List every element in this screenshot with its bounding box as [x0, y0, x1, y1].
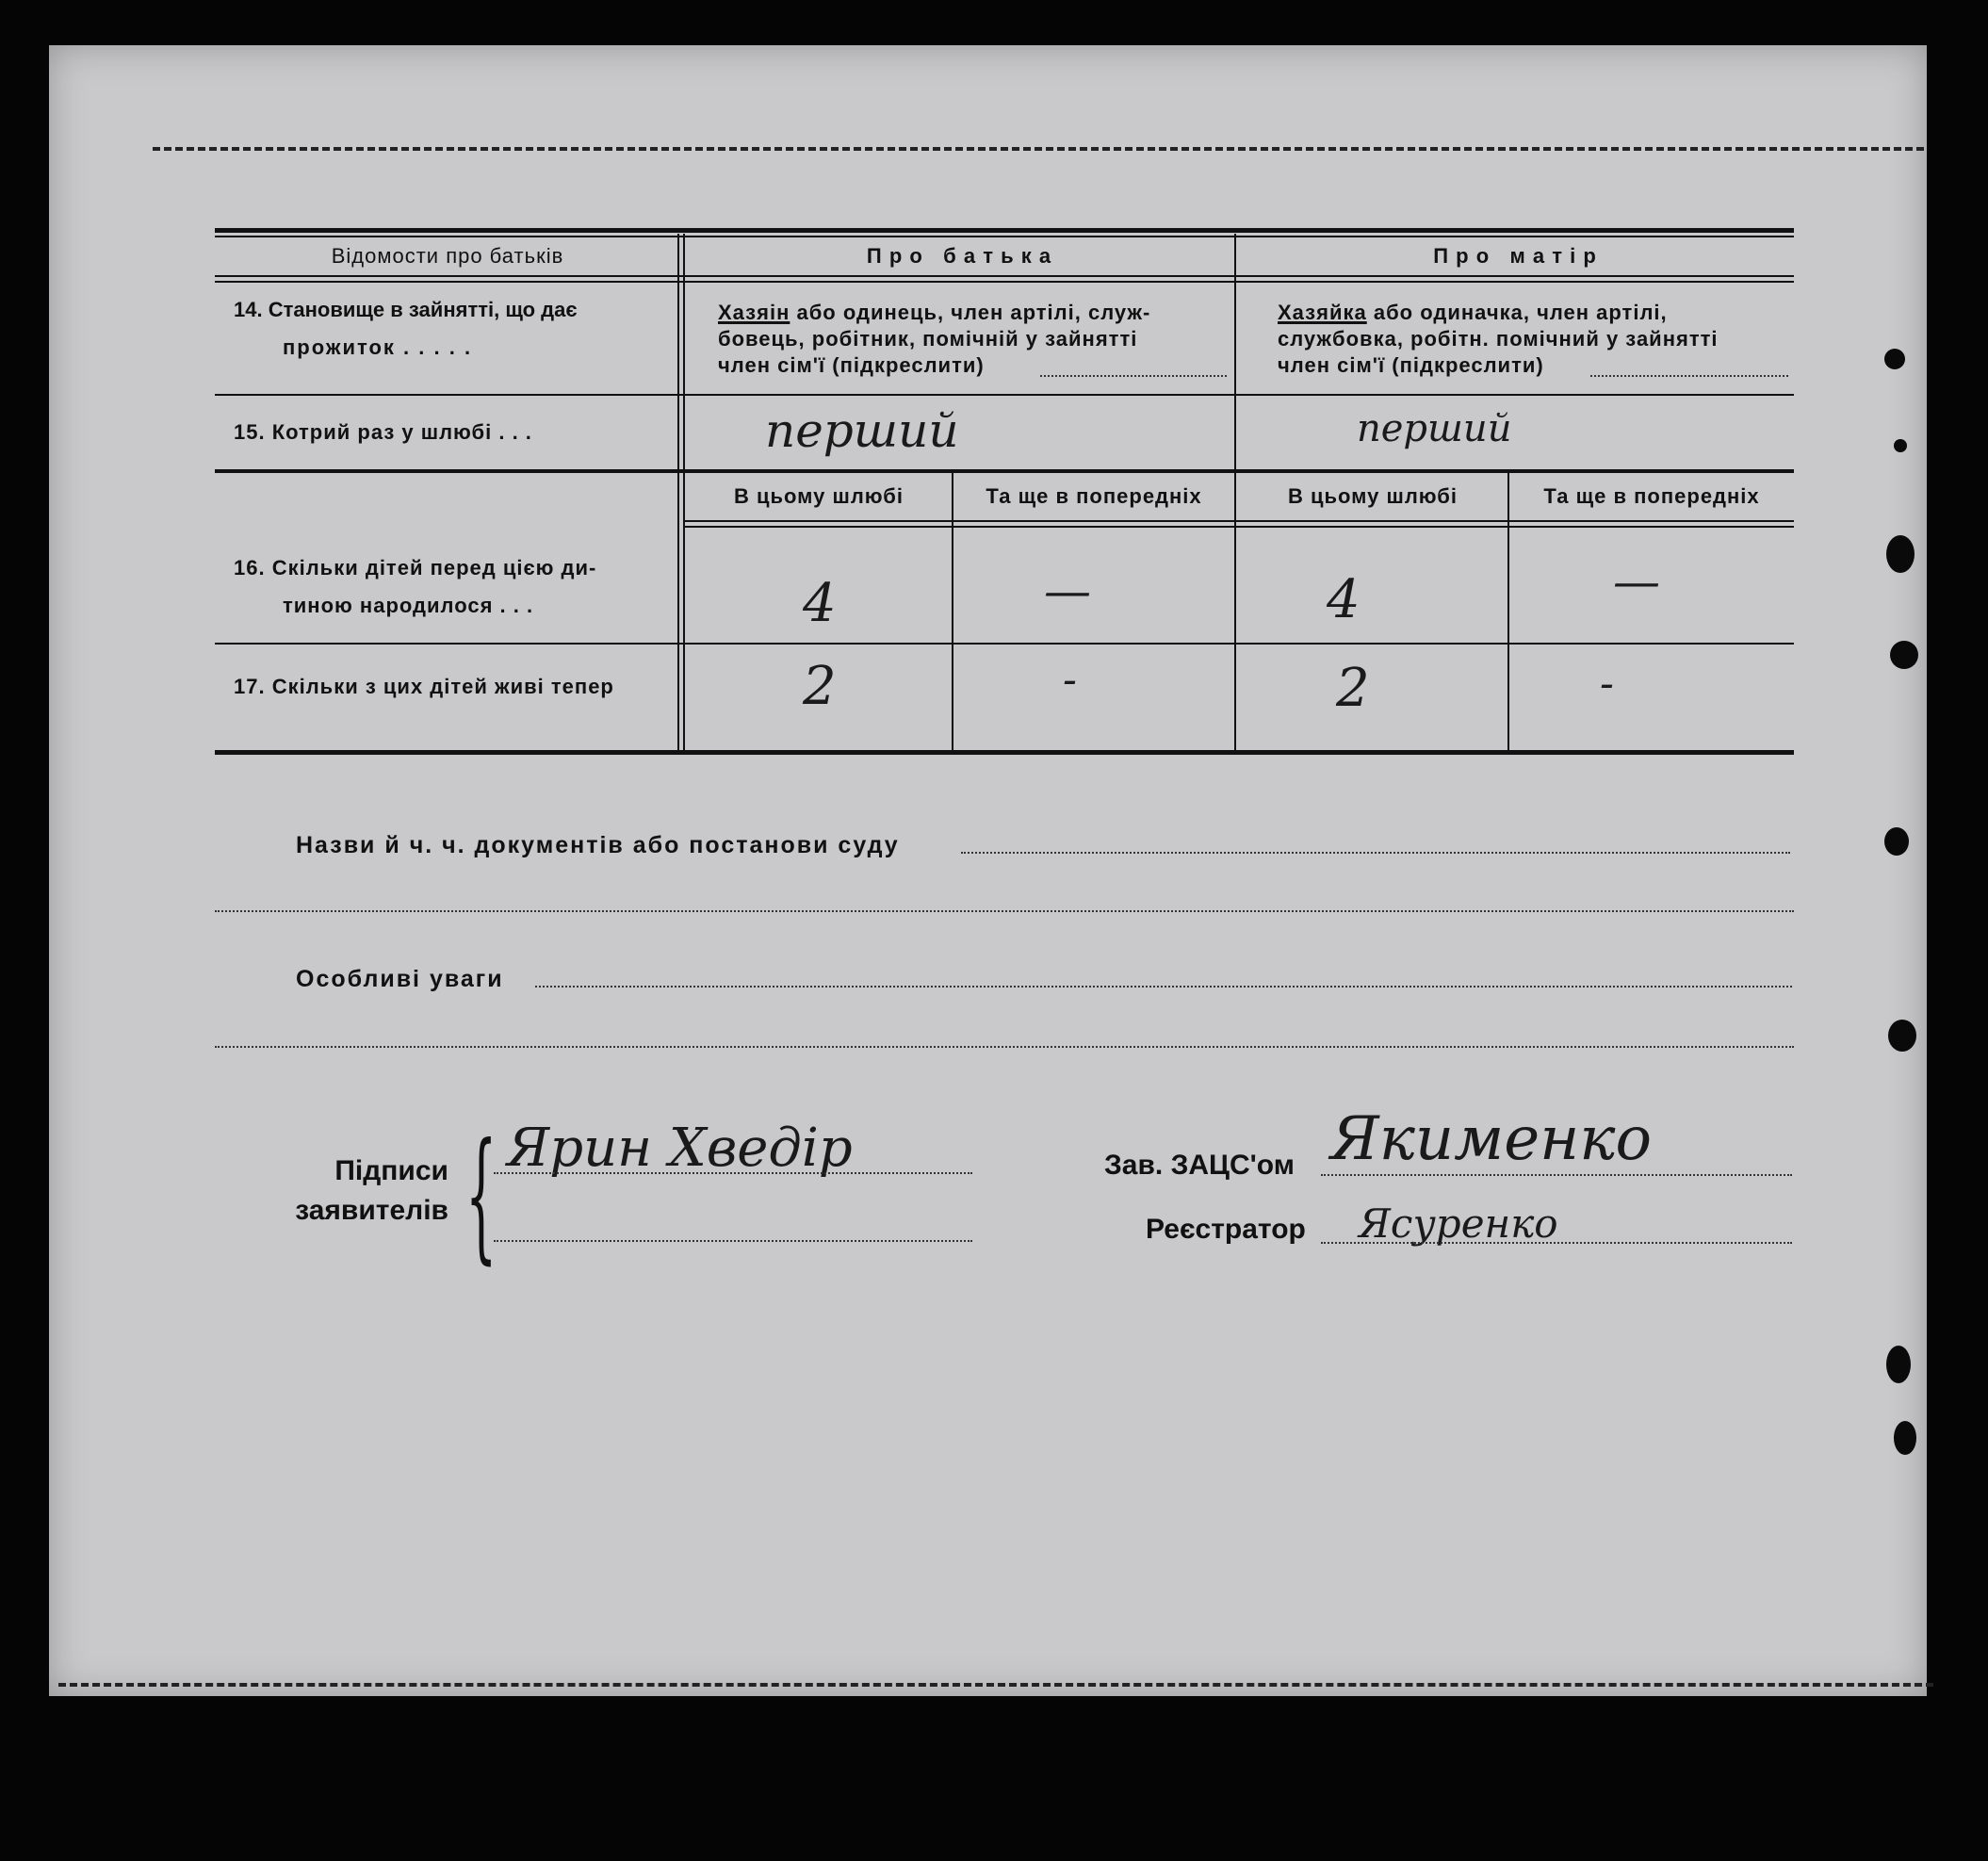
binding-hole [1888, 1020, 1916, 1052]
binding-hole [1884, 827, 1909, 856]
remarks-dotted-1 [535, 986, 1792, 988]
row14-mother-dotted [1590, 375, 1788, 377]
row14-label-line1: 14. Становище в зайнятті, що дає [234, 298, 578, 321]
binding-hole [1886, 535, 1915, 573]
documents-dotted-1 [961, 852, 1790, 854]
documents-label: Назви й ч. ч. документів або постанови суду [296, 832, 900, 858]
subheader-mother-previous: Та ще в попередніх [1543, 484, 1760, 508]
row16-label-line1: 16. Скільки дітей перед цією ди- [234, 556, 597, 580]
row14-father-line2: бовець, робітник, помічній у зайнятті [718, 327, 1138, 351]
mother-occupation-underlined: Хазяйка [1278, 301, 1367, 324]
row14-mother-line1 [1278, 300, 1786, 326]
col-divider-1a [677, 234, 679, 754]
row17-father-this: 2 [803, 656, 837, 717]
binding-hole [1894, 439, 1907, 452]
subheader-father-previous: Та ще в попередніх [986, 484, 1202, 508]
registrar-sign-dotted [1321, 1242, 1792, 1244]
row17-mother-prev: - [1600, 660, 1614, 708]
row16-father-prev: — [1044, 563, 1091, 618]
col-divider-2 [1234, 234, 1236, 754]
header-separator [215, 275, 1794, 277]
row14-father-dotted [1040, 375, 1227, 377]
col-divider-1b [683, 234, 685, 754]
header-separator-thin [215, 281, 1794, 283]
registrar-label: Реєстратор [1146, 1214, 1306, 1245]
binding-hole [1886, 1346, 1911, 1383]
binding-hole [1890, 641, 1918, 669]
row16-separator [215, 643, 1794, 645]
subheader-separator-thin [684, 526, 1794, 528]
registrar-signature: Ясуренко [1359, 1200, 1558, 1247]
perforation-line-bottom [58, 1683, 1933, 1687]
row14-father-line3: член сім'ї (підкреслити) [718, 353, 985, 377]
applicants-label-line1: Підписи [334, 1155, 448, 1186]
subheader-father-this-marriage: В цьому шлюбі [733, 484, 904, 508]
document-sheet [49, 45, 1927, 1696]
row15-separator [215, 469, 1794, 473]
row15-father-handwritten: перший [765, 403, 959, 458]
applicants-label-line2: заявителів [295, 1195, 448, 1226]
binding-hole [1884, 349, 1905, 369]
row17-label: 17. Скільки з цих дітей живі тепер [234, 675, 614, 698]
remarks-dotted-2 [215, 1046, 1794, 1048]
head-sign-dotted [1321, 1174, 1792, 1176]
row14-father-line1 [718, 300, 1227, 326]
mother-occupation-rest: або одиначка, член артілі, [1366, 301, 1668, 324]
head-zags-signature: Якименко [1330, 1104, 1652, 1174]
father-occupation-underlined: Хазяін [718, 301, 790, 324]
row16-mother-this: 4 [1327, 569, 1361, 630]
row17-mother-this: 2 [1336, 658, 1370, 719]
father-occupation-rest: або одинець, член артілі, служ- [790, 301, 1151, 324]
row16-mother-prev: — [1613, 554, 1660, 609]
perforation-line-top [153, 147, 1924, 151]
row15-label: 15. Котрий раз у шлюбі . . . [234, 420, 532, 444]
row17-father-prev: - [1063, 656, 1077, 704]
remarks-label: Особливі уваги [296, 966, 504, 992]
row16-father-this: 4 [803, 573, 837, 634]
table-top-border [215, 228, 1794, 233]
header-mother: П р о м а т і р [1433, 244, 1597, 268]
table-bottom-border [215, 750, 1794, 755]
applicant-sign-dotted-1 [494, 1172, 972, 1174]
subheader-separator [684, 520, 1794, 522]
col-divider-father [952, 473, 953, 754]
head-zags-label: Зав. ЗАЦС'ом [1104, 1150, 1295, 1181]
row15-mother-handwritten: перший [1357, 407, 1512, 450]
applicant-signature: Ярин Хведір [507, 1118, 853, 1179]
row16-label-line2: тиною народилося . . . [283, 594, 534, 617]
brace-symbol: { [465, 1114, 497, 1278]
binding-hole [1894, 1421, 1916, 1455]
row14-mother-line3: член сім'ї (підкреслити) [1278, 353, 1544, 377]
table-top-border-thin [215, 236, 1794, 237]
col-divider-mother [1507, 473, 1509, 754]
header-father: П р о б а т ь к а [866, 244, 1052, 268]
row14-mother-line2: службовка, робітн. помічний у зайнятті [1278, 327, 1719, 351]
header-parents-info: Відомости про батьків [331, 244, 564, 268]
documents-dotted-2 [215, 910, 1794, 912]
row14-separator [215, 394, 1794, 396]
row14-label-line2: прожиток . . . . . [283, 335, 473, 359]
applicant-sign-dotted-2 [494, 1240, 972, 1242]
subheader-mother-this-marriage: В цьому шлюбі [1287, 484, 1458, 508]
